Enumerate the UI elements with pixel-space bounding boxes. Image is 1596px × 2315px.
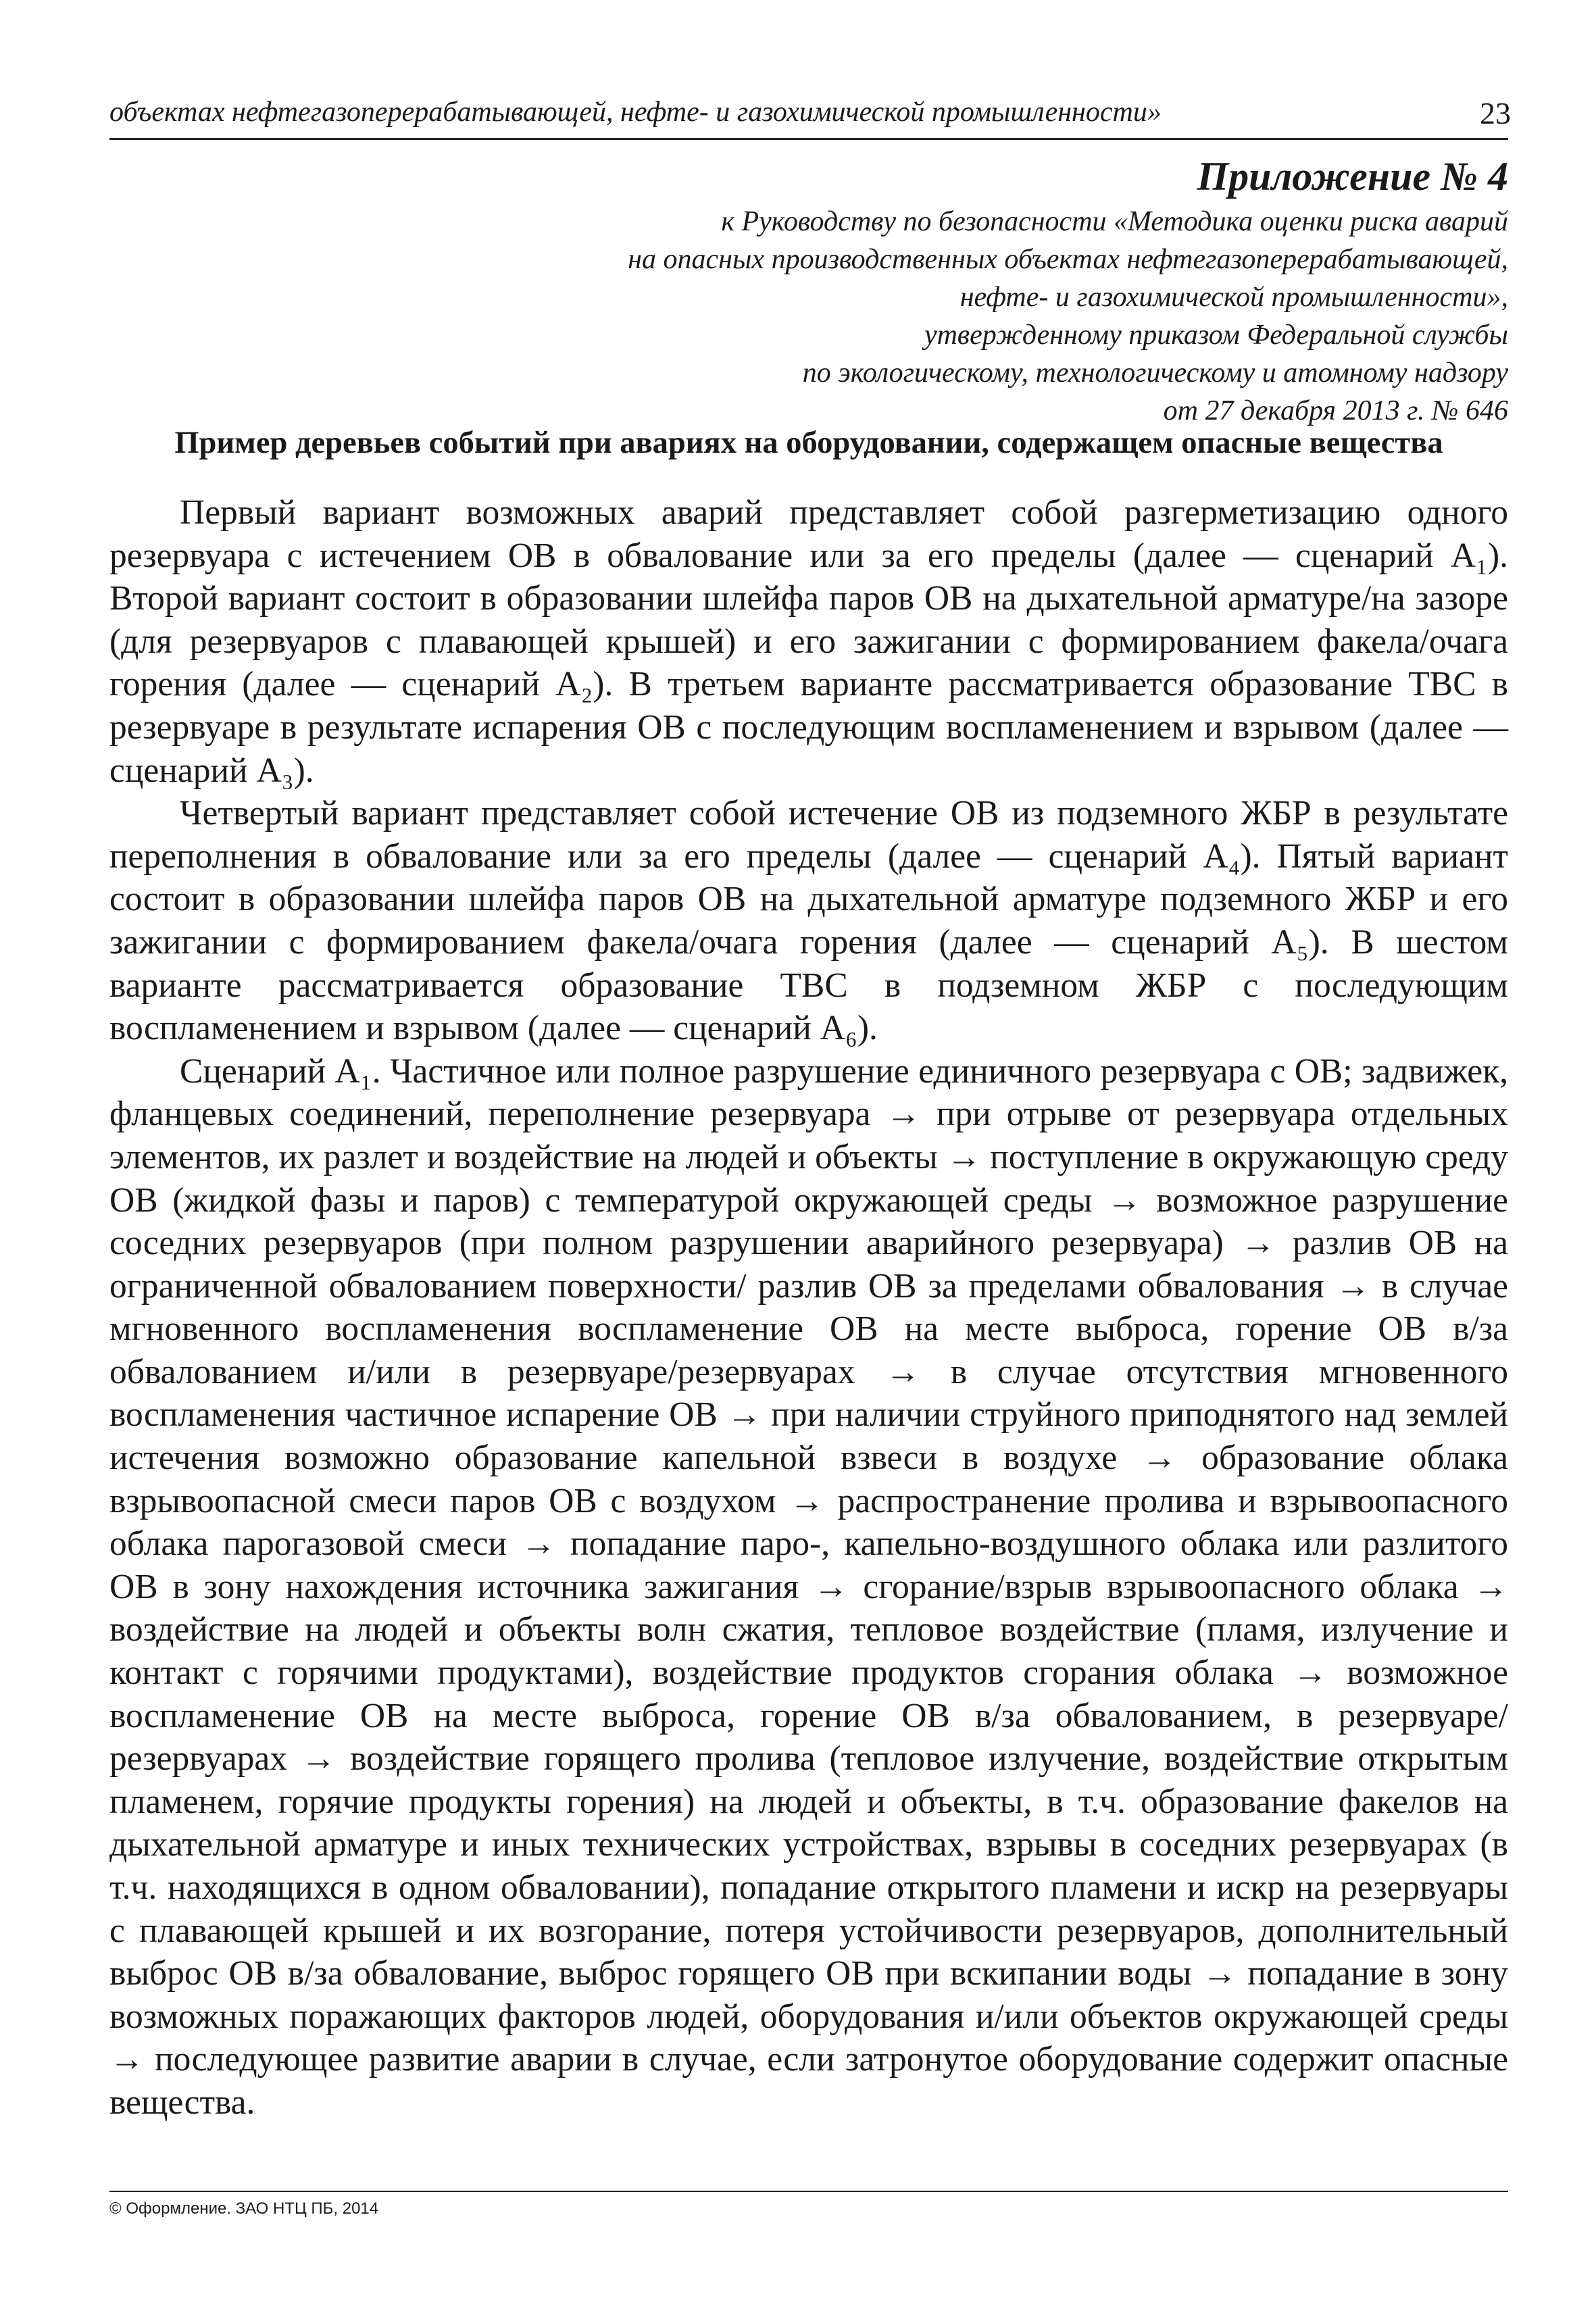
body-text — [109, 491, 1508, 2124]
header-rule — [109, 138, 1508, 140]
appendix-line: на опасных производственных объектах нефтегазоперерабатывающей, — [628, 244, 1508, 275]
appendix-line: утвержденному приказом Федеральной службы — [924, 320, 1508, 351]
appendix-title: Приложение № 4 — [1197, 154, 1508, 199]
page-number: 23 — [1480, 96, 1511, 130]
running-header: объектах нефтегазоперерабатывающей, нефте- и газохимической промышленности» — [109, 97, 1162, 128]
appendix-line: по экологическому, технологическому и атомному надзору — [802, 357, 1508, 389]
paragraph: Первый вариант возможных аварий представляет собой разгерметизацию одного резервуара с истечением ОВ в обвалование или за его пределы (далее — сценарий A₁). Второй вариант состоит в образовании шлейфа паров ОВ на дыхательной арматуре/на зазоре (для резервуаров с плавающей крышей) и его зажигании с формированием факела/очага горения (далее — сценарий A₂). В третьем варианте рассматривается образование ТВС в резервуаре в результате испарения ОВ с последующим воспламенением и взрывом (далее — сценарий A₃). — [109, 493, 1508, 790]
section-heading: Пример деревьев событий при авариях на оборудовании, содержащем опасные вещества — [174, 426, 1443, 460]
paragraph: Сценарий A₁. Частичное или полное разрушение единичного резервуара с ОВ; задвижек, фланцевых соединений, переполнение резервуара → при отрыве от резервуара отдельных элементов, их разлет и воздействие на людей и объекты → поступление в окружающую среду ОВ (жидкой фазы и паров) с температурой окружающей среды → возможное разрушение соседних резервуаров (при полном разрушении аварийного резервуара) → разлив ОВ на ограниченной обвалованием поверхности/ разлив ОВ за пределами обвалования → в случае мгновенного воспламенения воспламенение ОВ на месте выброса, горение ОВ в/за обвалованием и/или в резервуаре/резервуарах → в случае отсутствия мгновенного воспламенения частичное испарение ОВ → при наличии струйного приподнятого над землей истечения возможно образование капельной взвеси в воздухе → образование облака взрывоопасной смеси паров ОВ с воздухом → распространение пролива и взрывоопасного облака парогазовой смеси → попадание паро-, капельно-воздушного облака или разлитого ОВ в зону нахождения источника зажигания → сгорание/взрыв взрывоопасного облака → воздействие на людей и объекты волн сжатия, тепловое воздействие (пламя, излучение и контакт с горячими продуктами), воздействие продуктов сгорания облака → возможное воспламенение ОВ на месте выброса, горение ОВ в/за обвалованием, в резервуаре/резервуарах → воздействие горящего пролива (тепловое излучение, воздействие открытым пламенем, горячие продукты горения) на людей и объекты, в т.ч. образование факелов на дыхательной арматуре и иных технических устройствах, взрывы в соседних резервуарах (в т.ч. находящихся в одном обваловании), попадание открытого пламени и искр на резервуары с плавающей крышей и их возгорание, потеря устойчивости резервуаров, дополнительный выброс ОВ в/за обвалование, выброс горящего ОВ при вскипании воды → попадание в зону возможных поражающих факторов людей, оборудования и/или объектов окружающей среды → последующее развитие аварии в случае, если затронутое оборудование содержит опасные вещества. — [109, 1051, 1508, 2122]
appendix-line: от 27 декабря 2013 г. № 646 — [1163, 395, 1508, 426]
paragraph: Четвертый вариант представляет собой истечение ОВ из подземного ЖБР в результате переполнения в обвалование или за его пределы (далее — сценарий A₄). Пятый вариант состоит в образовании шлейфа паров ОВ на дыхательной арматуре подземного ЖБР и его зажигании с формированием факела/очага горения (далее — сценарий A₅). В шестом варианте рассматривается образование ТВС в подземном ЖБР с последующим воспламенением и взрывом (далее — сценарий A₆). — [109, 794, 1508, 1048]
appendix-block — [359, 150, 1508, 430]
appendix-line: нефте- и газохимической промышленности», — [959, 282, 1508, 313]
appendix-line: к Руководству по безопасности «Методика оценки риска аварий — [721, 206, 1508, 237]
copyright-footer: © Оформление. ЗАО НТЦ ПБ, 2014 — [109, 2199, 379, 2218]
footer-rule — [109, 2191, 1508, 2192]
